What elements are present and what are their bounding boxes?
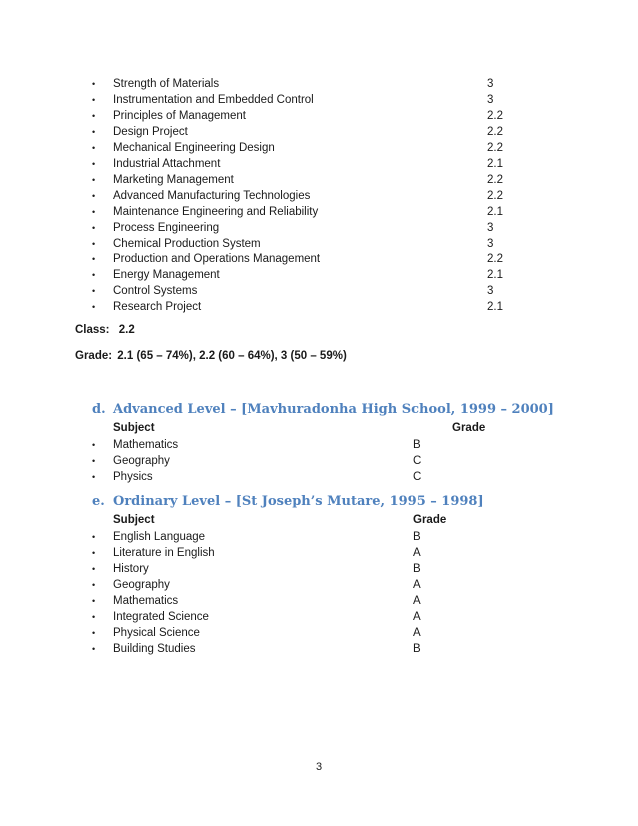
bullet-icon: • <box>92 564 96 574</box>
subject-grade: A <box>413 627 421 639</box>
subject-name: Geography <box>113 579 170 591</box>
bullet-icon: • <box>92 206 96 217</box>
subject-grade: 3 <box>487 285 494 298</box>
subject-name: Mechanical Engineering Design <box>113 141 275 154</box>
bullet-icon: • <box>92 472 96 482</box>
advanced-level-letter: d. <box>92 402 106 417</box>
subject-grade: 3 <box>487 237 494 250</box>
grade-label: Grade: <box>75 350 113 362</box>
subject-name: Research Project <box>113 301 202 314</box>
subject-name: Mathematics <box>113 439 179 451</box>
bullet-icon: • <box>92 190 96 201</box>
advanced-grade-header: Grade <box>452 422 486 434</box>
bullet-icon: • <box>92 142 96 153</box>
subject-grade: A <box>413 611 421 623</box>
bullet-icon: • <box>92 222 96 233</box>
subject-name: Marketing Management <box>113 173 234 186</box>
subject-name: Integrated Science <box>113 611 209 623</box>
subject-name: Industrial Attachment <box>113 157 221 170</box>
subject-grade: 2.1 <box>487 301 503 314</box>
subject-grade: A <box>413 595 421 607</box>
subject-name: Geography <box>113 455 170 467</box>
subject-grade: B <box>413 643 421 655</box>
subject-name: Process Engineering <box>113 221 220 234</box>
subject-grade: B <box>413 563 421 575</box>
subject-name: Chemical Production System <box>113 237 261 250</box>
page-number: 3 <box>315 761 323 773</box>
bullet-icon: • <box>92 548 96 558</box>
subject-grade: 2.1 <box>487 205 503 218</box>
class-value: 2.2 <box>118 324 135 336</box>
subject-name: Maintenance Engineering and Reliability <box>113 205 319 218</box>
ordinary-grade-header: Grade <box>413 514 447 526</box>
bullet-icon: • <box>92 440 96 450</box>
bullet-icon: • <box>92 238 96 249</box>
subject-name: Production and Operations Management <box>113 253 321 266</box>
subject-grade: 2.2 <box>487 109 503 122</box>
subject-grade: B <box>413 531 421 543</box>
advanced-subject-header: Subject <box>113 422 155 434</box>
subject-grade: 2.1 <box>487 269 503 282</box>
grade-line <box>75 350 347 362</box>
subject-grade: C <box>413 455 422 467</box>
bullet-icon: • <box>92 612 96 622</box>
advanced-level-title: Advanced Level – [Mavhuradonha High School, 1999 – 2000] <box>113 402 554 417</box>
subject-grade: 3 <box>487 78 494 90</box>
subject-name: Mathematics <box>113 595 179 607</box>
subject-grade: 3 <box>487 93 494 106</box>
grade-value: 2.1 (65 – 74%), 2.2 (60 – 64%), 3 (50 – 59%) <box>117 350 347 362</box>
bullet-icon: • <box>92 580 96 590</box>
subject-grade: 2.2 <box>487 141 503 154</box>
ordinary-level-letter: e. <box>92 494 105 509</box>
subject-grade: 2.2 <box>487 189 503 202</box>
bullet-icon: • <box>92 94 96 105</box>
bullet-icon: • <box>92 302 96 313</box>
subject-grade: C <box>413 471 422 483</box>
subject-name: Physics <box>113 471 153 483</box>
bullet-icon: • <box>92 254 96 265</box>
subject-grade: 2.2 <box>487 253 503 266</box>
bullet-icon: • <box>92 596 96 606</box>
subject-name: Principles of Management <box>113 109 246 122</box>
bullet-icon: • <box>92 110 96 121</box>
subject-grade: 2.2 <box>487 125 503 138</box>
bullet-icon: • <box>92 79 96 89</box>
subject-name: Instrumentation and Embedded Control <box>113 93 314 106</box>
subject-grade: B <box>413 439 421 451</box>
subject-name: Design Project <box>113 125 188 138</box>
ordinary-level-heading <box>92 494 484 509</box>
bullet-icon: • <box>92 532 96 542</box>
bullet-icon: • <box>92 158 96 169</box>
class-label: Class: <box>75 324 110 336</box>
bullet-icon: • <box>92 126 96 137</box>
subject-name: History <box>113 563 149 575</box>
subject-name: Advanced Manufacturing Technologies <box>113 189 311 202</box>
bullet-icon: • <box>92 628 96 638</box>
subject-name: Physical Science <box>113 627 200 639</box>
subject-name: Strength of Materials <box>113 78 220 90</box>
subject-name: Energy Management <box>113 269 220 282</box>
subject-name: English Language <box>113 531 206 543</box>
subject-grade: A <box>413 579 421 591</box>
subject-name: Control Systems <box>113 285 198 298</box>
ordinary-subject-header: Subject <box>113 514 155 526</box>
bullet-icon: • <box>92 286 96 297</box>
subject-grade: 2.1 <box>487 157 503 170</box>
subject-name: Building Studies <box>113 643 196 655</box>
subject-grade: A <box>413 547 421 559</box>
bullet-icon: • <box>92 174 96 185</box>
subject-name: Literature in English <box>113 547 215 559</box>
subject-grade: 2.2 <box>487 173 503 186</box>
ordinary-level-title: Ordinary Level – [St Joseph’s Mutare, 1995 – 1998] <box>113 494 484 509</box>
advanced-level-heading <box>92 402 554 417</box>
subject-grade: 3 <box>487 221 494 234</box>
class-line <box>75 324 135 336</box>
bullet-icon: • <box>92 456 96 466</box>
bullet-icon: • <box>92 644 96 654</box>
bullet-icon: • <box>92 270 96 281</box>
